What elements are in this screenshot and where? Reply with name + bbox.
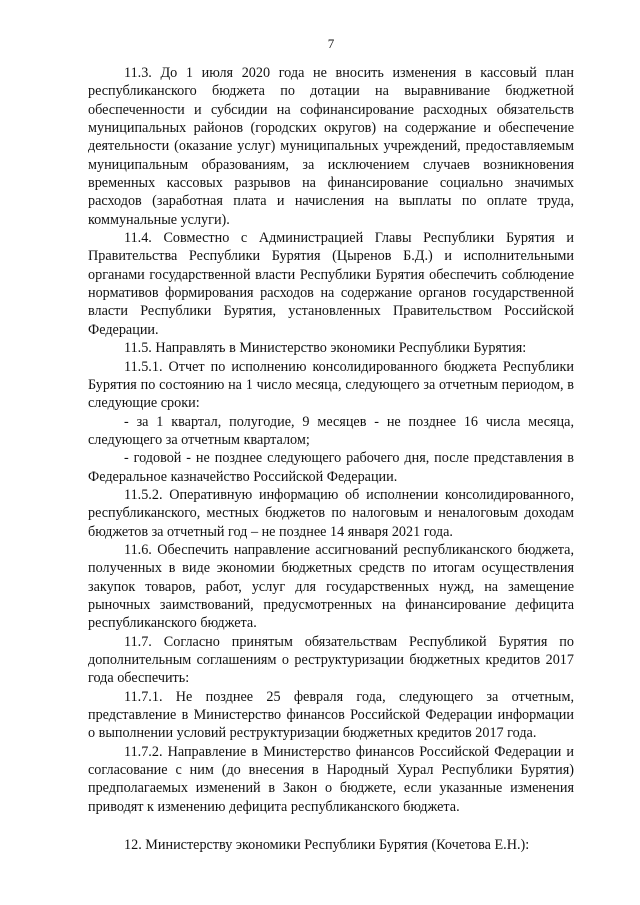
paragraph-11-5-1: 11.5.1. Отчет по исполнению консолидированного бюджета Республики Бурятия по состоянию на 1 число месяца, следующего за отчетным периодом, в следующие сроки: <box>88 358 574 412</box>
paragraph-11-6: 11.6. Обеспечить направление ассигнований республиканского бюджета, полученных в виде экономии бюджетных средств по итогам осуществления закупок товаров, работ, услуг для государственных нужд, на замещение рыночных заимствований, предусмотренных на финансирование дефицита республиканского бюджета. <box>88 541 574 632</box>
paragraph-11-5-2: 11.5.2. Оперативную информацию об исполнении консолидированного, республиканского, местных бюджетов по налоговым и неналоговым доходам бюджетов за отчетный год – не позднее 14 января 2021 года. <box>88 486 574 540</box>
paragraph-11-5-1-annual: - годовой - не позднее следующего рабочего дня, после представления в Федеральное казначейство Российской Федерации. <box>88 450 574 485</box>
paragraph-11-4: 11.4. Совместно с Администрацией Главы Республики Бурятия и Правительства Республики Бурятия (Цыренов Б.Д.) и исполнительными органами государственной власти Республики Бурятия обеспечить соблюдение нормативов формирования расходов на содержание органов государственной власти Республики Бурятия, установленных Правительством Российской Федерации. <box>88 230 574 338</box>
paragraph-11-5-1-quarterly: - за 1 квартал, полугодие, 9 месяцев - не позднее 16 числа месяца, следующего за отчетным кварталом; <box>88 413 574 448</box>
document-body <box>88 64 574 854</box>
paragraph-11-7-2: 11.7.2. Направление в Министерство финансов Российской Федерации и согласование с ним (до внесения в Народный Хурал Республики Бурятия) предполагаемых изменений в Закон о бюджете, если указанные изменения приводят к изменению дефицита республиканского бюджета. <box>88 743 574 815</box>
page-number: 7 <box>327 36 335 51</box>
paragraph-11-7-1: 11.7.1. Не позднее 25 февраля года, следующего за отчетным, представление в Министерство финансов Российской Федерации информации о выполнении условий реструктуризации бюджетных кредитов 2017 года. <box>88 688 574 742</box>
paragraph-11-3: 11.3. До 1 июля 2020 года не вносить изменения в кассовый план республиканского бюджета по дотации на выравнивание бюджетной обеспеченности и субсидии на софинансирование расходных обязательств муниципальных районов (городских округов) на содержание и обеспечение деятельности (оказание услуг) муниципальных учреждений, предоставляемым муниципальным образованиям, за исключением случаев возникновения временных кассовых разрывов на финансирование социально значимых расходов (заработная плата и начисления на выплаты по оплате труда, коммунальные услуги). <box>88 65 574 228</box>
paragraph-11-5: 11.5. Направлять в Министерство экономики Республики Бурятия: <box>124 340 527 357</box>
paragraph-11-7: 11.7. Согласно принятым обязательствам Республикой Бурятия по дополнительным соглашениям о реструктуризации бюджетных кредитов 2017 года обеспечить: <box>88 633 574 687</box>
paragraph-12: 12. Министерству экономики Республики Бурятия (Кочетова Е.Н.): <box>124 837 530 854</box>
